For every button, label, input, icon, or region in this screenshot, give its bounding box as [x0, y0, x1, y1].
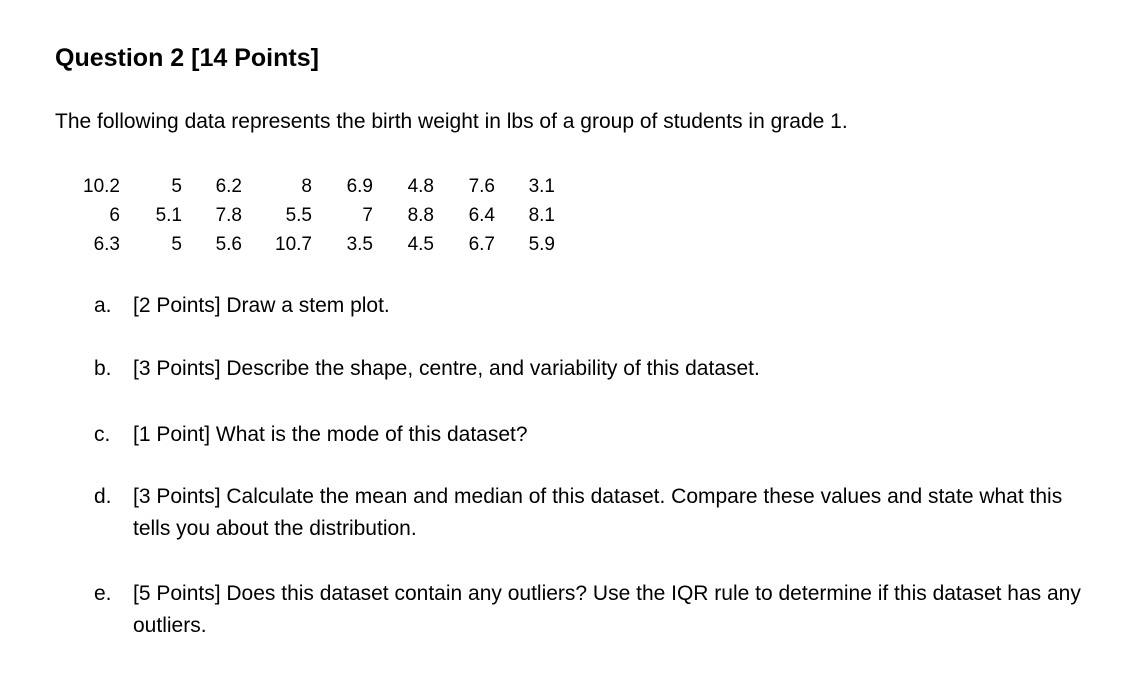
data-cell: 6.3 [93, 233, 120, 255]
data-cell: 5 [171, 233, 182, 255]
part-text: [1 Point] What is the mode of this dataset? [133, 423, 528, 446]
question-heading: Question 2 [14 Points] [55, 44, 319, 72]
question-part-e [94, 578, 1094, 642]
part-text: [5 Points] Does this dataset contain any outliers? Use the IQR rule to determine if this dataset has any outliers. [133, 582, 1081, 637]
part-letter: a. [94, 294, 112, 317]
part-text: [2 Points] Draw a stem plot. [133, 294, 390, 317]
part-letter: b. [94, 357, 112, 380]
question-part-a [94, 290, 1094, 322]
data-cell: 3.1 [528, 175, 555, 197]
data-cell: 10.7 [275, 233, 312, 255]
birth-weight-data-table [70, 172, 555, 259]
part-text: [3 Points] Describe the shape, centre, and variability of this dataset. [133, 357, 760, 380]
data-cell: 7.6 [468, 175, 495, 197]
part-letter: e. [94, 582, 112, 605]
data-row [70, 230, 555, 259]
part-letter: d. [94, 485, 112, 508]
question-part-b [94, 353, 1094, 385]
part-text: [3 Points] Calculate the mean and median of this dataset. Compare these values and state what this tells you about the distribution. [133, 485, 1063, 540]
data-cell: 3.5 [346, 233, 373, 255]
data-cell: 8 [301, 175, 312, 197]
question-part-d [94, 481, 1094, 545]
data-cell: 5.5 [285, 204, 312, 226]
data-cell: 7 [362, 204, 373, 226]
data-row [70, 172, 555, 201]
data-cell: 5.6 [215, 233, 242, 255]
data-cell: 8.1 [528, 204, 555, 226]
data-cell: 6.2 [215, 175, 242, 197]
data-cell: 8.8 [407, 204, 434, 226]
data-cell: 4.5 [407, 233, 434, 255]
data-cell: 10.2 [83, 175, 120, 197]
question-part-c [94, 419, 1094, 451]
data-cell: 4.8 [407, 175, 434, 197]
data-cell: 6.9 [346, 175, 373, 197]
data-cell: 6 [109, 204, 120, 226]
data-row [70, 201, 555, 230]
data-cell: 7.8 [215, 204, 242, 226]
data-cell: 6.7 [468, 233, 495, 255]
data-cell: 5.9 [528, 233, 555, 255]
data-cell: 6.4 [468, 204, 495, 226]
data-cell: 5.1 [155, 204, 182, 226]
question-intro: The following data represents the birth weight in lbs of a group of students in grade 1. [55, 110, 848, 133]
part-letter: c. [94, 423, 111, 446]
data-cell: 5 [171, 175, 182, 197]
